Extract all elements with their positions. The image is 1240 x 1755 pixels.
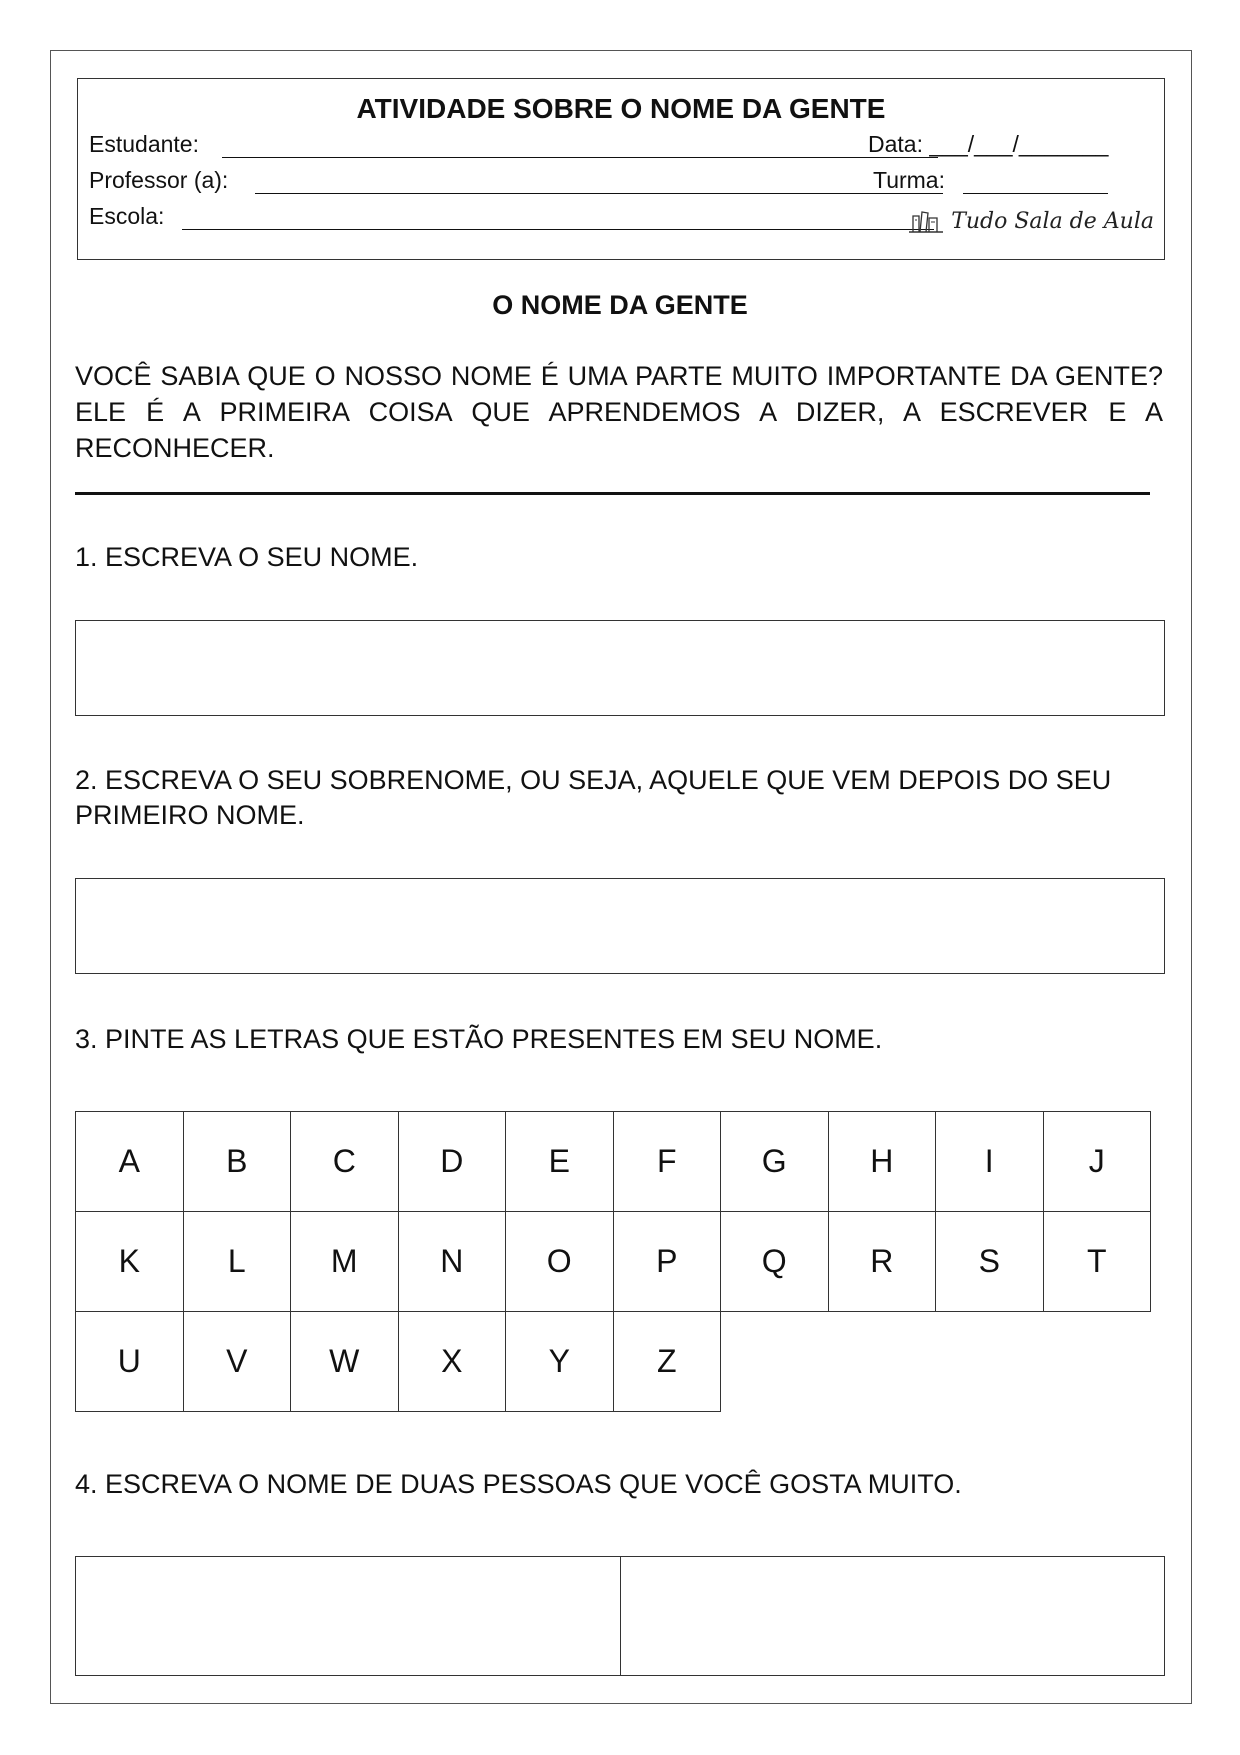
books-icon	[907, 208, 945, 234]
class-label: Turma:	[873, 167, 945, 193]
letter-cell[interactable]: T	[1043, 1212, 1151, 1312]
letter-cell[interactable]: J	[1043, 1112, 1151, 1212]
letter-cell[interactable]: X	[398, 1312, 506, 1412]
alphabet-row-1	[76, 1112, 1151, 1212]
letter-cell[interactable]: I	[936, 1112, 1044, 1212]
teacher-name-line[interactable]	[255, 193, 943, 194]
section-title: O NOME DA GENTE	[492, 290, 748, 320]
intro-paragraph: VOCÊ SABIA QUE O NOSSO NOME É UMA PARTE MUITO IMPORTANTE DA GENTE? ELE É A PRIMEIRA COISA QUE APRENDEMOS A DIZER, A ESCREVER E A RECONHECER.	[75, 361, 1163, 463]
letter-cell[interactable]: C	[291, 1112, 399, 1212]
teacher-row	[89, 167, 228, 197]
student-name-line[interactable]	[222, 157, 938, 158]
letter-cell[interactable]: G	[721, 1112, 829, 1212]
class-line[interactable]	[963, 193, 1108, 194]
letter-cell[interactable]: R	[828, 1212, 936, 1312]
empty-cell	[1043, 1312, 1151, 1412]
date-blank: ___/___/_______	[929, 131, 1109, 157]
teacher-label: Professor (a):	[89, 167, 229, 193]
letter-cell[interactable]: P	[613, 1212, 721, 1312]
school-name-line[interactable]	[182, 229, 934, 230]
class-row	[873, 167, 945, 197]
letter-cell[interactable]: O	[506, 1212, 614, 1312]
divider-line	[75, 492, 1150, 495]
question-4: 4. ESCREVA O NOME DE DUAS PESSOAS QUE VOCÊ GOSTA MUITO.	[75, 1469, 962, 1499]
date-label: Data:	[868, 131, 923, 157]
letter-cell[interactable]: D	[398, 1112, 506, 1212]
alphabet-row-3	[76, 1312, 1151, 1412]
alphabet-grid	[75, 1111, 1151, 1412]
letter-cell[interactable]: M	[291, 1212, 399, 1312]
letter-cell[interactable]: L	[183, 1212, 291, 1312]
empty-cell	[828, 1312, 936, 1412]
question-3: 3. PINTE AS LETRAS QUE ESTÃO PRESENTES EM SEU NOME.	[75, 1024, 883, 1054]
answer-boxes-two-people	[75, 1556, 1165, 1676]
letter-cell[interactable]: Q	[721, 1212, 829, 1312]
answer-box-person-2[interactable]	[621, 1557, 1165, 1675]
letter-cell[interactable]: K	[76, 1212, 184, 1312]
letter-cell[interactable]: E	[506, 1112, 614, 1212]
letter-cell[interactable]: S	[936, 1212, 1044, 1312]
school-label: Escola:	[89, 203, 165, 229]
empty-cell	[936, 1312, 1044, 1412]
header-box	[77, 78, 1165, 260]
letter-cell[interactable]: H	[828, 1112, 936, 1212]
student-row	[89, 131, 199, 161]
letter-cell[interactable]: V	[183, 1312, 291, 1412]
worksheet-title: ATIVIDADE SOBRE O NOME DA GENTE	[356, 93, 886, 124]
answer-box-surname[interactable]	[75, 878, 1165, 974]
date-field[interactable]	[868, 131, 1108, 161]
letter-cell[interactable]: Z	[613, 1312, 721, 1412]
empty-cell	[721, 1312, 829, 1412]
letter-cell[interactable]: W	[291, 1312, 399, 1412]
letter-cell[interactable]: F	[613, 1112, 721, 1212]
student-label: Estudante:	[89, 131, 199, 157]
letter-cell[interactable]: N	[398, 1212, 506, 1312]
school-row	[89, 203, 164, 233]
brand-logo	[907, 201, 1154, 241]
question-2: 2. ESCREVA O SEU SOBRENOME, OU SEJA, AQUELE QUE VEM DEPOIS DO SEU PRIMEIRO NOME.	[75, 765, 1112, 830]
letter-cell[interactable]: B	[183, 1112, 291, 1212]
question-1: 1. ESCREVA O SEU NOME.	[75, 542, 419, 572]
answer-box-person-1[interactable]	[76, 1557, 621, 1675]
logo-text: Tudo Sala de Aula	[951, 208, 1154, 234]
letter-cell[interactable]: Y	[506, 1312, 614, 1412]
letter-cell[interactable]: U	[76, 1312, 184, 1412]
alphabet-row-2	[76, 1212, 1151, 1312]
answer-box-name[interactable]	[75, 620, 1165, 716]
letter-cell[interactable]: A	[76, 1112, 184, 1212]
